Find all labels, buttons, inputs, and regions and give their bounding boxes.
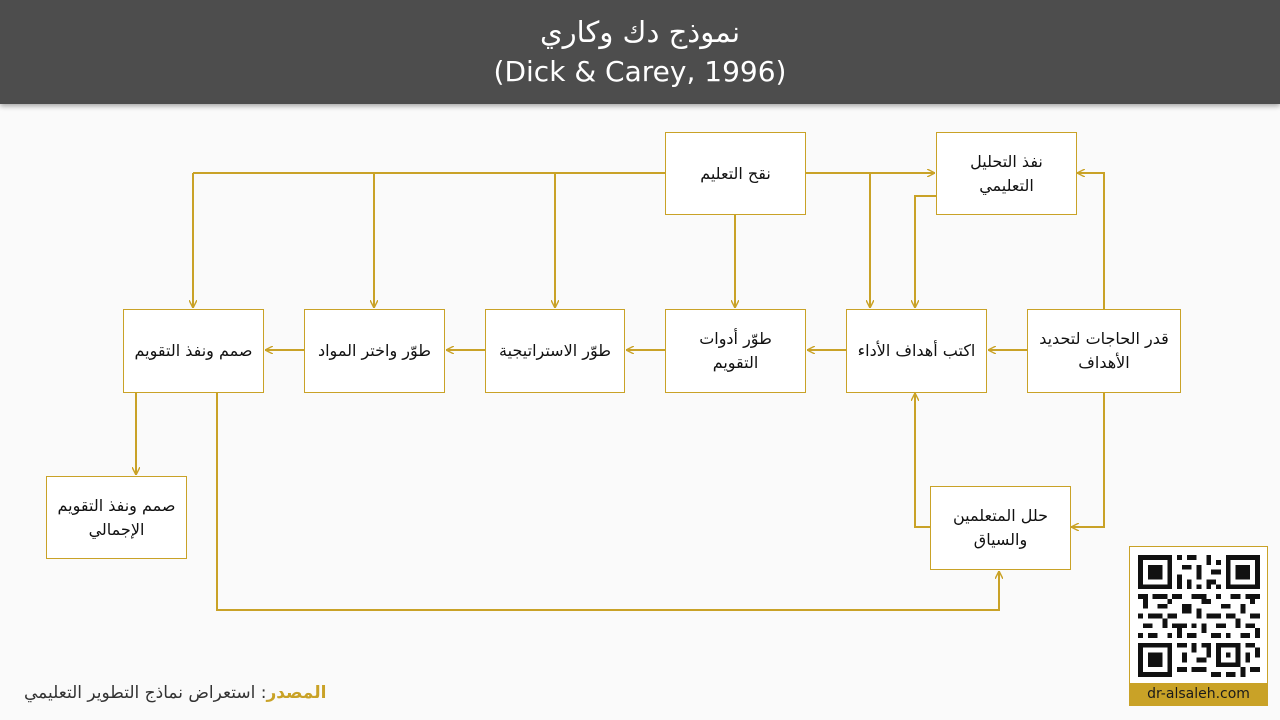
qr-code-card[interactable] [1129, 546, 1268, 706]
qr-code-icon [1138, 555, 1260, 677]
qr-caption[interactable]: dr-alsaleh.com [1130, 683, 1267, 705]
arrow-needs-learners [1071, 393, 1104, 527]
arrow-learners-objectives [915, 393, 931, 527]
page-title: نموذج دك وكاري [539, 15, 741, 49]
node-assessment-instruments [665, 309, 806, 393]
node-label: طوّر أدوات التقويم [699, 329, 772, 372]
node-summative-evaluation [46, 476, 187, 559]
arrow-formative-learners [217, 393, 999, 610]
node-label: صمم ونفذ التقويم [134, 341, 253, 360]
node-label: طوّر الاستراتيجية [499, 341, 611, 360]
node-formative-evaluation [123, 309, 264, 393]
arrow-analysis-objectives [915, 196, 936, 308]
node-performance-objectives [846, 309, 987, 393]
node-label: حلل المتعلمين والسياق [952, 506, 1049, 549]
node-analyze-learners [930, 486, 1071, 570]
node-label: نفذ التحليل التعليمي [970, 151, 1043, 195]
node-label: صمم ونفذ التقويم الإجمالي [57, 495, 176, 539]
node-label: طوّر واختر المواد [317, 341, 432, 360]
source-text: استعراض نماذج التطوير التعليمي [24, 683, 256, 703]
node-label: نقح التعليم [700, 163, 771, 183]
node-label: اكتب أهداف الأداء [857, 341, 976, 360]
page-subtitle: (Dick & Carey, 1996) [493, 55, 787, 88]
source-label: المصدر [266, 683, 327, 703]
node-assess-needs [1027, 309, 1181, 393]
arrow-needs-analysis [1077, 173, 1104, 309]
source-note: المصدر: استعراض نماذج التطوير التعليمي [24, 683, 327, 703]
node-label: قدر الحاجات لتحديد الأهداف [1039, 329, 1169, 372]
node-revise-instruction [665, 132, 806, 215]
node-instructional-strategy [485, 309, 625, 393]
node-instructional-analysis [936, 132, 1077, 215]
node-select-materials [304, 309, 445, 393]
